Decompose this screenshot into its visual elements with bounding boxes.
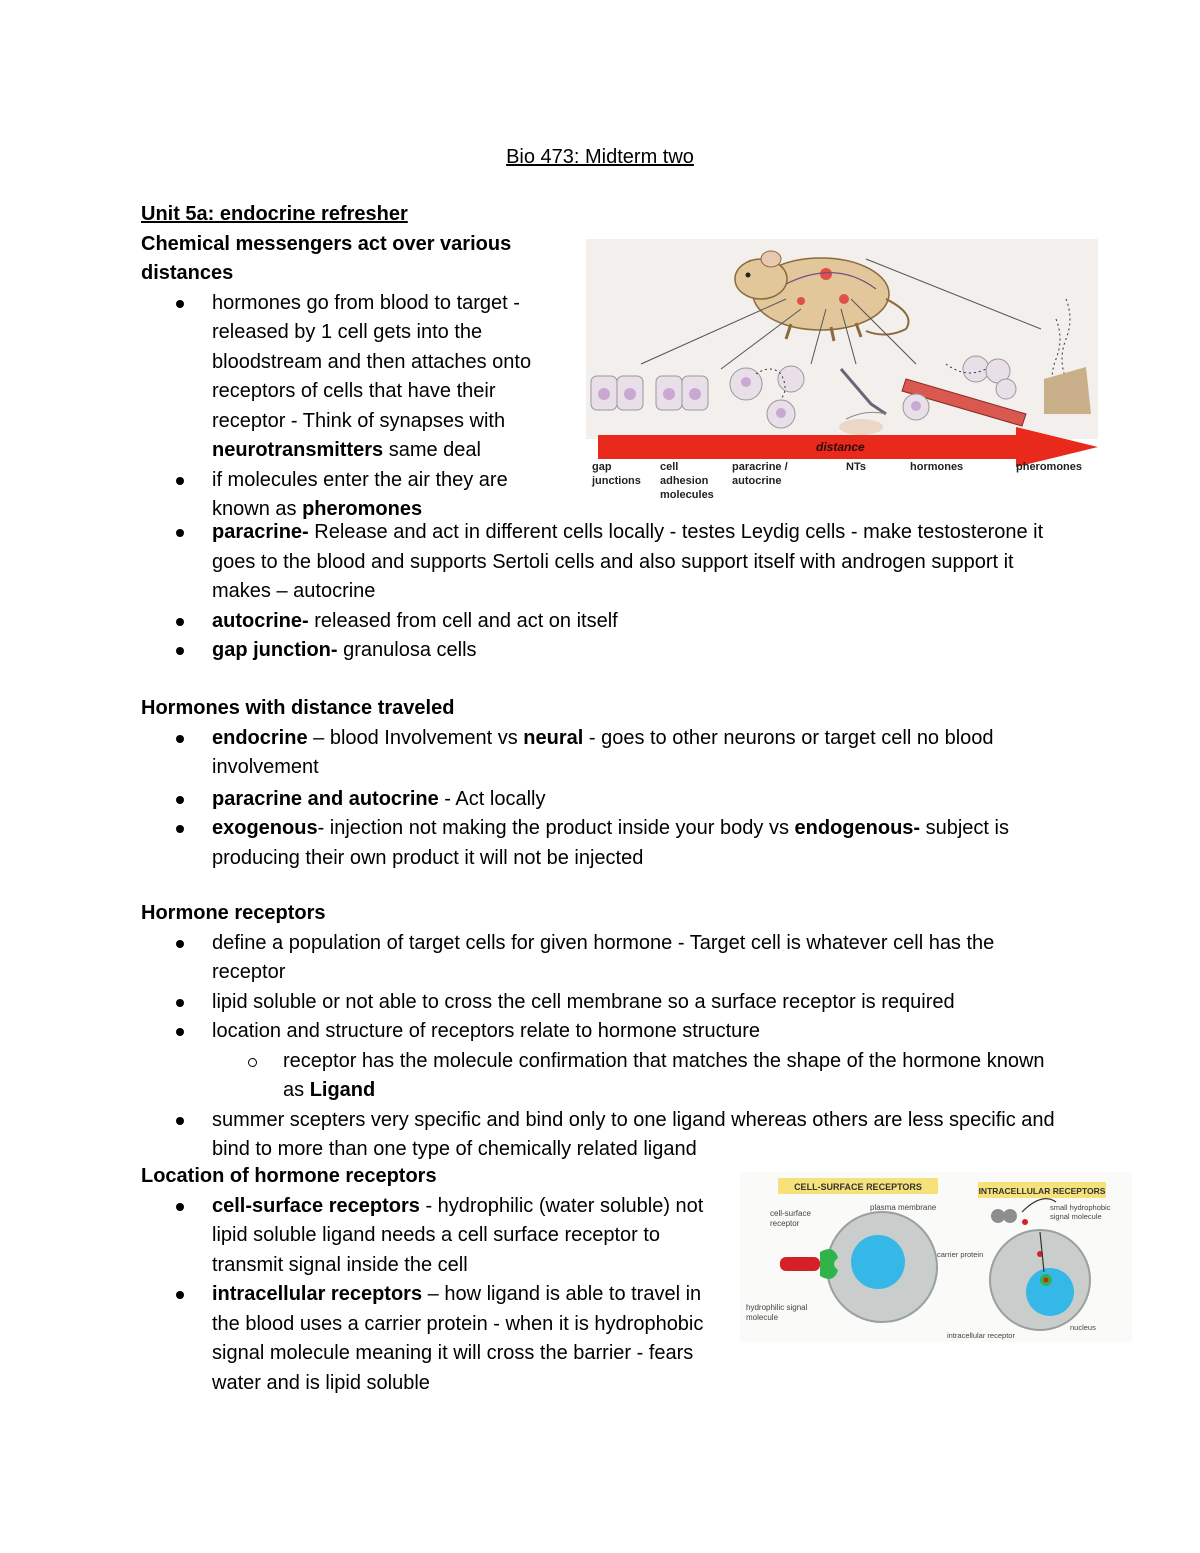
section-location-receptors — [141, 1162, 741, 1398]
svg-text:plasma membrane: plasma membrane — [870, 1203, 937, 1212]
section-heading: Chemical messengers act over various distances — [141, 232, 512, 284]
label-junctions: junctions — [592, 475, 641, 487]
list-item: paracrine- Release and act in different cells locally - testes Leydig cells - make testosterone it goes to the blood and supports Sertoli cells and also support itself with androgen support it makes – autocrine — [141, 518, 1061, 607]
label-cell: cell — [660, 461, 679, 473]
label-autocrine: autocrine — [732, 475, 782, 487]
distance-diagram — [586, 239, 1098, 509]
list-item: paracrine and autocrine - Act locally — [141, 785, 1061, 815]
gap-junction-cells — [591, 376, 643, 410]
section-heading: Hormone receptors — [141, 902, 326, 924]
list-item: if molecules enter the air they are known as pheromones — [141, 466, 552, 525]
intracellular-title: INTRACELLULAR RECEPTORS — [978, 1186, 1106, 1196]
page-title: Bio 473: Midterm two — [506, 146, 694, 168]
bullet-list — [141, 724, 1061, 874]
label-pheromones: pheromones — [1016, 461, 1083, 473]
section-heading: Hormones with distance traveled — [141, 697, 455, 719]
list-item: gap junction- granulosa cells — [141, 636, 1061, 666]
unit-heading: Unit 5a: endocrine refresher — [141, 203, 408, 225]
hydrophilic-ligand — [780, 1257, 820, 1271]
label-adhesion: adhesion — [660, 475, 709, 487]
list-item: lipid soluble or not able to cross the cell membrane so a surface receptor is required — [141, 988, 1061, 1018]
section-hormone-receptors — [141, 899, 1061, 1165]
svg-text:signal molecule: signal molecule — [1050, 1212, 1102, 1221]
sub-list-item: receptor has the molecule confirmation that matches the shape of the hormone known as Ligand — [212, 1047, 1061, 1106]
list-item: autocrine- released from cell and act on itself — [141, 607, 1061, 637]
label-hormones: hormones — [910, 461, 964, 473]
receptor-diagram — [740, 1172, 1132, 1342]
bullet-list — [141, 518, 1061, 666]
svg-text:receptor: receptor — [770, 1219, 800, 1228]
svg-text:hydrophilic signal: hydrophilic signal — [746, 1303, 808, 1312]
section-heading: Location of hormone receptors — [141, 1165, 437, 1187]
sub-bullet-list — [212, 1047, 1061, 1106]
list-item: summer scepters very specific and bind only to one ligand whereas others are less specific and bind to more than one type of chemically related ligand — [141, 1106, 1061, 1165]
list-item: define a population of target cells for given hormone - Target cell is whatever cell has the receptor — [141, 929, 1061, 988]
list-item: location and structure of receptors relate to hormone structure receptor has the molecule confirmation that matches the shape of the hormone known as Ligand — [141, 1017, 1061, 1106]
svg-text:small hydrophobic: small hydrophobic — [1050, 1203, 1111, 1212]
svg-text:carrier protein: carrier protein — [937, 1250, 984, 1259]
bullet-list — [141, 929, 1061, 1165]
cell-surface-title: CELL-SURFACE RECEPTORS — [794, 1182, 922, 1192]
distance-label: distance — [816, 440, 865, 454]
list-item: cell-surface receptors - hydrophilic (water soluble) not lipid soluble ligand needs a cell surface receptor to transmit signal inside the cell — [141, 1192, 712, 1281]
list-item: endocrine – blood Involvement vs neural - goes to other neurons or target cell no blood involvement — [141, 724, 1061, 783]
svg-text:intracellular receptor: intracellular receptor — [947, 1331, 1015, 1340]
section-chemical-messengers — [141, 200, 571, 525]
list-item: intracellular receptors – how ligand is able to travel in the blood uses a carrier protein - when it is hydrophobic signal molecule meaning it will cross the barrier - fears water and is lipid soluble — [141, 1280, 712, 1398]
svg-text:molecule: molecule — [746, 1313, 779, 1322]
section-hormones-distance — [141, 694, 1061, 873]
carrier-protein — [1003, 1209, 1017, 1223]
bullet-list — [141, 289, 571, 525]
label-nts: NTs — [846, 461, 866, 473]
adhesion-cells — [656, 376, 708, 410]
label-gap: gap — [592, 461, 612, 473]
label-paracrine: paracrine / — [732, 461, 788, 473]
svg-text:nucleus: nucleus — [1070, 1323, 1096, 1332]
section-chemical-messengers-cont — [141, 518, 1061, 666]
list-item: exogenous- injection not making the product inside your body vs endogenous- subject is producing their own product it will not be injected — [141, 814, 1061, 873]
label-molecules: molecules — [660, 489, 714, 501]
bullet-list — [141, 1192, 741, 1399]
list-item: hormones go from blood to target - released by 1 cell gets into the bloodstream and then attaches onto receptors of cells that have their receptor - Think of synapses with neurotransmitters same deal — [141, 289, 564, 466]
svg-text:cell-surface: cell-surface — [770, 1209, 811, 1218]
